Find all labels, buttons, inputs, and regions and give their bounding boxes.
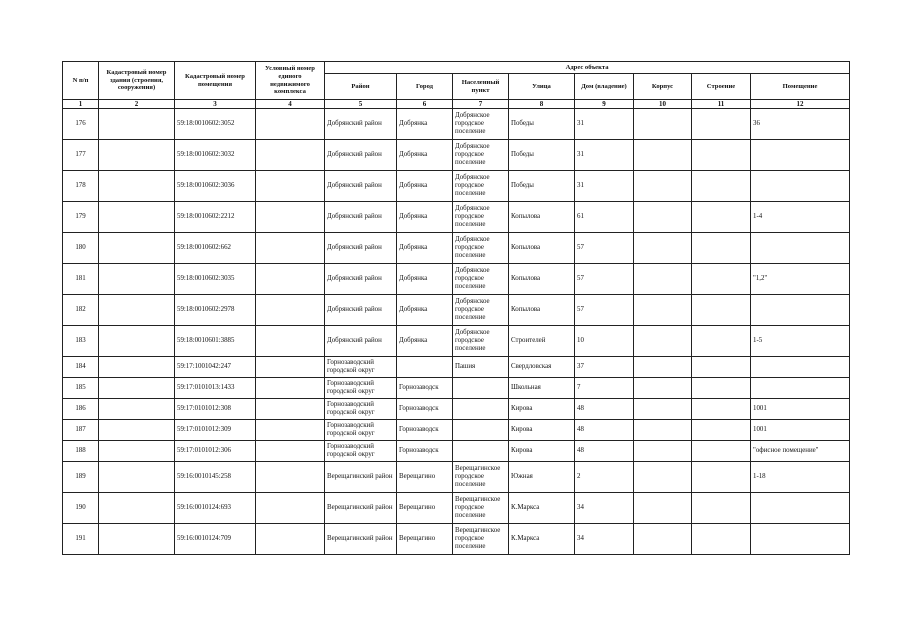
column-number: 5	[325, 100, 397, 109]
cell-house: 31	[575, 171, 634, 202]
cell-street: Копылова	[509, 264, 575, 295]
table-row	[63, 326, 850, 357]
cell-settlement	[453, 420, 509, 441]
cell-corpus	[634, 462, 692, 493]
cell-corpus	[634, 109, 692, 140]
cell-premises: 1-5	[751, 326, 850, 357]
cell-cad-premises: 59:18:0010602:3052	[175, 109, 256, 140]
cell-cond-number	[256, 378, 325, 399]
table-row	[63, 378, 850, 399]
cell-corpus	[634, 202, 692, 233]
cell-city: Горнозаводск	[397, 399, 453, 420]
header-settlement: Населенный пункт	[453, 74, 509, 100]
cell-house: 31	[575, 140, 634, 171]
cell-settlement: Пашия	[453, 357, 509, 378]
cell-cond-number	[256, 399, 325, 420]
cell-settlement: Добрянское городское поселение	[453, 233, 509, 264]
cell-structure	[692, 441, 751, 462]
cell-cond-number	[256, 493, 325, 524]
column-number: 4	[256, 100, 325, 109]
cell-settlement: Верещагинское городское поселение	[453, 524, 509, 555]
header-cond-number: Условный номер единого недвижимого комплекса	[256, 62, 325, 100]
cell-settlement	[453, 378, 509, 399]
cell-cad-premises: 59:18:0010602:2978	[175, 295, 256, 326]
cell-district: Верещагинский район	[325, 493, 397, 524]
cell-district: Добрянский район	[325, 171, 397, 202]
cell-corpus	[634, 140, 692, 171]
cell-corpus	[634, 399, 692, 420]
cell-city: Горнозаводск	[397, 378, 453, 399]
cell-house: 37	[575, 357, 634, 378]
cell-structure	[692, 109, 751, 140]
cell-premises: 1-18	[751, 462, 850, 493]
cell-cond-number	[256, 140, 325, 171]
table-row	[63, 264, 850, 295]
cell-street: Кирова	[509, 399, 575, 420]
cell-cond-number	[256, 233, 325, 264]
header-corpus: Корпус	[634, 74, 692, 100]
cell-city: Добрянка	[397, 140, 453, 171]
cell-corpus	[634, 295, 692, 326]
cell-corpus	[634, 233, 692, 264]
cell-settlement: Добрянское городское поселение	[453, 326, 509, 357]
cell-cond-number	[256, 524, 325, 555]
cell-cad-premises: 59:18:0010601:3885	[175, 326, 256, 357]
cell-corpus	[634, 441, 692, 462]
cell-house: 34	[575, 524, 634, 555]
cell-premises: 36	[751, 109, 850, 140]
cell-city: Добрянка	[397, 233, 453, 264]
cell-number: 182	[63, 295, 99, 326]
cell-number: 184	[63, 357, 99, 378]
header-district: Район	[325, 74, 397, 100]
table-row	[63, 357, 850, 378]
cell-street: Строителей	[509, 326, 575, 357]
column-number: 7	[453, 100, 509, 109]
cell-street: Кирова	[509, 441, 575, 462]
cell-house: 48	[575, 441, 634, 462]
cell-city: Добрянка	[397, 202, 453, 233]
cell-cad-building	[99, 462, 175, 493]
cell-cond-number	[256, 441, 325, 462]
cell-structure	[692, 140, 751, 171]
table-row	[63, 171, 850, 202]
cell-city: Верещагино	[397, 493, 453, 524]
column-number: 11	[692, 100, 751, 109]
cell-cond-number	[256, 326, 325, 357]
cell-number: 188	[63, 441, 99, 462]
cell-premises	[751, 295, 850, 326]
header-cad-premises: Кадастровый номер помещения	[175, 62, 256, 100]
table-row	[63, 109, 850, 140]
cell-street: К.Маркса	[509, 524, 575, 555]
cell-premises: "офисное помещение"	[751, 441, 850, 462]
cell-district: Горнозаводский городской округ	[325, 441, 397, 462]
cell-cad-building	[99, 399, 175, 420]
cell-district: Добрянский район	[325, 295, 397, 326]
cell-street: Копылова	[509, 295, 575, 326]
cell-city: Добрянка	[397, 326, 453, 357]
cell-cad-premises: 59:17:0101013:1433	[175, 378, 256, 399]
cell-street: К.Маркса	[509, 493, 575, 524]
cell-house: 57	[575, 264, 634, 295]
cell-district: Горнозаводский городской округ	[325, 399, 397, 420]
cell-cad-building	[99, 420, 175, 441]
cell-city: Верещагино	[397, 524, 453, 555]
cell-cond-number	[256, 109, 325, 140]
cell-house: 57	[575, 295, 634, 326]
cell-number: 176	[63, 109, 99, 140]
cell-cad-building	[99, 357, 175, 378]
cell-district: Добрянский район	[325, 140, 397, 171]
cell-corpus	[634, 493, 692, 524]
column-number: 9	[575, 100, 634, 109]
cell-premises: "1,2"	[751, 264, 850, 295]
cell-number: 179	[63, 202, 99, 233]
cell-cond-number	[256, 264, 325, 295]
cell-premises: 1-4	[751, 202, 850, 233]
cell-number: 180	[63, 233, 99, 264]
column-number: 2	[99, 100, 175, 109]
cell-number: 178	[63, 171, 99, 202]
cell-cad-premises: 59:18:0010602:3036	[175, 171, 256, 202]
cell-district: Добрянский район	[325, 264, 397, 295]
cell-cad-building	[99, 524, 175, 555]
cell-premises	[751, 524, 850, 555]
cell-settlement: Добрянское городское поселение	[453, 295, 509, 326]
cell-district: Добрянский район	[325, 233, 397, 264]
cell-district: Горнозаводский городской округ	[325, 420, 397, 441]
cell-house: 61	[575, 202, 634, 233]
cell-corpus	[634, 357, 692, 378]
cell-number: 185	[63, 378, 99, 399]
cell-cad-premises: 59:16:0010124:709	[175, 524, 256, 555]
cell-premises	[751, 171, 850, 202]
cell-city: Верещагино	[397, 462, 453, 493]
table-row	[63, 462, 850, 493]
cell-street: Свердловская	[509, 357, 575, 378]
cell-settlement	[453, 399, 509, 420]
cell-cad-premises: 59:16:0010124:693	[175, 493, 256, 524]
column-number: 6	[397, 100, 453, 109]
cell-street: Победы	[509, 140, 575, 171]
cell-structure	[692, 399, 751, 420]
cell-number: 186	[63, 399, 99, 420]
cell-house: 34	[575, 493, 634, 524]
cell-cad-premises: 59:18:0010602:2212	[175, 202, 256, 233]
column-number: 8	[509, 100, 575, 109]
cell-city: Добрянка	[397, 109, 453, 140]
cell-city: Добрянка	[397, 264, 453, 295]
cell-premises	[751, 140, 850, 171]
cell-house: 31	[575, 109, 634, 140]
cell-city: Добрянка	[397, 295, 453, 326]
cell-cad-building	[99, 378, 175, 399]
table-row	[63, 140, 850, 171]
table-body	[63, 109, 850, 555]
cell-structure	[692, 357, 751, 378]
header-city: Город	[397, 74, 453, 100]
cell-cad-building	[99, 295, 175, 326]
cell-cad-premises: 59:18:0010602:3032	[175, 140, 256, 171]
cell-city: Горнозаводск	[397, 441, 453, 462]
cell-settlement: Добрянское городское поселение	[453, 264, 509, 295]
cell-settlement: Добрянское городское поселение	[453, 140, 509, 171]
cell-street: Школьная	[509, 378, 575, 399]
cell-cad-premises: 59:17:0101012:308	[175, 399, 256, 420]
cell-cond-number	[256, 462, 325, 493]
cell-structure	[692, 378, 751, 399]
cell-corpus	[634, 420, 692, 441]
column-number: 10	[634, 100, 692, 109]
cell-district: Верещагинский район	[325, 524, 397, 555]
cell-city: Добрянка	[397, 171, 453, 202]
cell-cad-premises: 59:18:0010602:3035	[175, 264, 256, 295]
cell-structure	[692, 264, 751, 295]
cell-street: Победы	[509, 109, 575, 140]
cell-cond-number	[256, 357, 325, 378]
header-structure: Строение	[692, 74, 751, 100]
table-row	[63, 399, 850, 420]
cell-cad-building	[99, 109, 175, 140]
cell-premises	[751, 357, 850, 378]
column-number: 1	[63, 100, 99, 109]
cell-corpus	[634, 264, 692, 295]
cell-corpus	[634, 326, 692, 357]
cell-district: Горнозаводский городской округ	[325, 378, 397, 399]
cell-premises	[751, 493, 850, 524]
cell-city: Горнозаводск	[397, 420, 453, 441]
header-premises: Помещение	[751, 74, 850, 100]
header-n: N п/п	[63, 62, 99, 100]
cell-cad-premises: 59:16:0010145:258	[175, 462, 256, 493]
cell-district: Добрянский район	[325, 202, 397, 233]
column-number: 12	[751, 100, 850, 109]
header-house: Дом (владение)	[575, 74, 634, 100]
table-row	[63, 202, 850, 233]
header-address: Адрес объекта	[325, 62, 850, 74]
table-row	[63, 524, 850, 555]
column-number: 3	[175, 100, 256, 109]
cell-street: Копылова	[509, 202, 575, 233]
cell-structure	[692, 171, 751, 202]
cell-settlement	[453, 441, 509, 462]
cell-cond-number	[256, 171, 325, 202]
table-row	[63, 420, 850, 441]
cell-cad-building	[99, 493, 175, 524]
cell-city	[397, 357, 453, 378]
cell-cond-number	[256, 420, 325, 441]
cell-structure	[692, 295, 751, 326]
cell-cad-building	[99, 441, 175, 462]
cell-cad-premises: 59:17:0101012:306	[175, 441, 256, 462]
cell-structure	[692, 233, 751, 264]
cell-premises: 1001	[751, 399, 850, 420]
cell-number: 181	[63, 264, 99, 295]
cell-district: Добрянский район	[325, 326, 397, 357]
cell-settlement: Добрянское городское поселение	[453, 171, 509, 202]
cell-structure	[692, 493, 751, 524]
cell-cond-number	[256, 202, 325, 233]
cell-district: Добрянский район	[325, 109, 397, 140]
cell-district: Верещагинский район	[325, 462, 397, 493]
cell-house: 57	[575, 233, 634, 264]
cell-cad-building	[99, 326, 175, 357]
cell-street: Победы	[509, 171, 575, 202]
cell-street: Кирова	[509, 420, 575, 441]
cell-corpus	[634, 524, 692, 555]
cell-house: 10	[575, 326, 634, 357]
header-street: Улица	[509, 74, 575, 100]
cell-settlement: Добрянское городское поселение	[453, 202, 509, 233]
cell-corpus	[634, 171, 692, 202]
cell-settlement: Добрянское городское поселение	[453, 109, 509, 140]
cell-premises	[751, 378, 850, 399]
column-number-row	[63, 100, 850, 109]
cell-settlement: Верещагинское городское поселение	[453, 462, 509, 493]
cell-number: 177	[63, 140, 99, 171]
cell-number: 187	[63, 420, 99, 441]
cell-street: Южная	[509, 462, 575, 493]
cell-cad-building	[99, 140, 175, 171]
table-row	[63, 233, 850, 264]
cell-street: Копылова	[509, 233, 575, 264]
property-register-table	[62, 61, 850, 555]
table-row	[63, 295, 850, 326]
cell-cad-building	[99, 171, 175, 202]
cell-structure	[692, 202, 751, 233]
cell-house: 2	[575, 462, 634, 493]
header-cad-building: Кадастровый номер здания (строения, сооружения)	[99, 62, 175, 100]
cell-settlement: Верещагинское городское поселение	[453, 493, 509, 524]
cell-cond-number	[256, 295, 325, 326]
cell-house: 7	[575, 378, 634, 399]
cell-house: 48	[575, 420, 634, 441]
cell-number: 183	[63, 326, 99, 357]
cell-number: 190	[63, 493, 99, 524]
cell-structure	[692, 326, 751, 357]
cell-premises: 1001	[751, 420, 850, 441]
cell-district: Горнозаводский городской округ	[325, 357, 397, 378]
table-row	[63, 493, 850, 524]
cell-premises	[751, 233, 850, 264]
cell-house: 48	[575, 399, 634, 420]
cell-cad-premises: 59:17:0101012:309	[175, 420, 256, 441]
cell-structure	[692, 462, 751, 493]
cell-structure	[692, 524, 751, 555]
cell-cad-premises: 59:18:0010602:662	[175, 233, 256, 264]
cell-structure	[692, 420, 751, 441]
table-row	[63, 441, 850, 462]
cell-cad-building	[99, 233, 175, 264]
cell-cad-premises: 59:17:1001042:247	[175, 357, 256, 378]
cell-cad-building	[99, 264, 175, 295]
cell-cad-building	[99, 202, 175, 233]
cell-number: 191	[63, 524, 99, 555]
cell-corpus	[634, 378, 692, 399]
cell-number: 189	[63, 462, 99, 493]
